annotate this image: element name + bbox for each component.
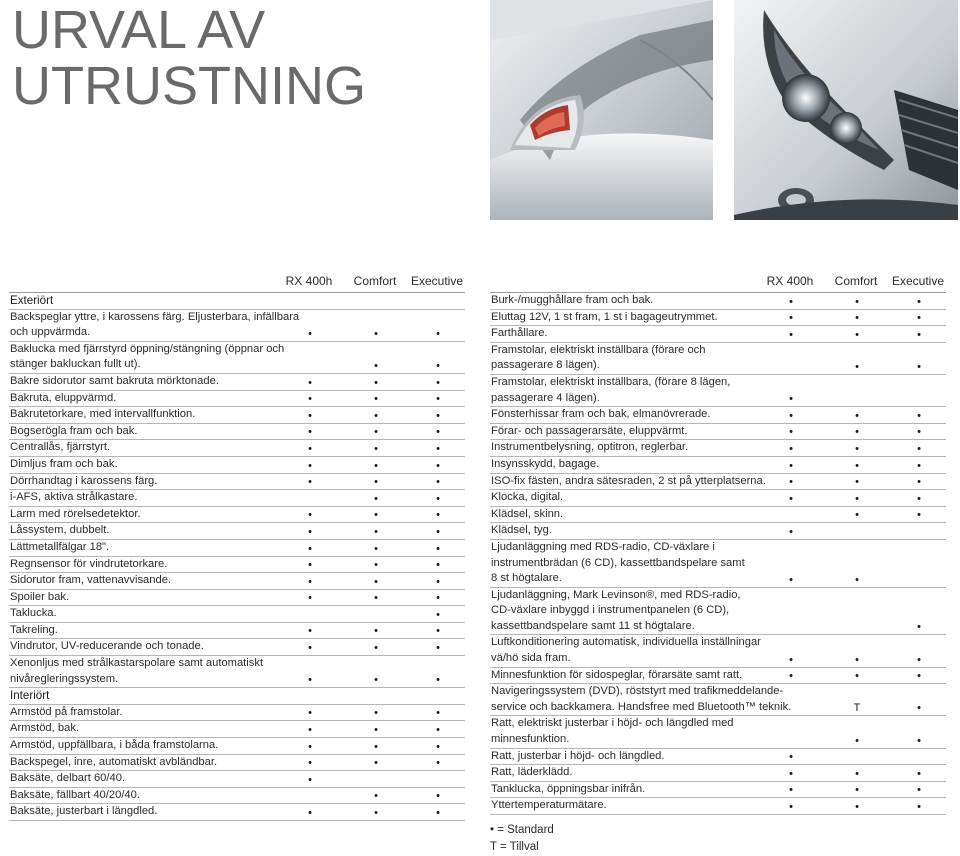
cell-rx400h: • bbox=[789, 426, 793, 439]
row-label: Bakre sidorutor samt bakruta mörktonade. bbox=[10, 374, 219, 387]
cell-rx400h: • bbox=[308, 409, 312, 422]
cell-rx400h: • bbox=[308, 625, 312, 638]
table-row bbox=[9, 310, 465, 342]
left-equipment-table bbox=[9, 274, 465, 821]
table-row bbox=[490, 457, 946, 474]
car-headlight-photo bbox=[734, 0, 958, 220]
cell-rx400h: • bbox=[789, 751, 793, 764]
row-label: Lättmetallfälgar 18". bbox=[10, 540, 110, 553]
table-row bbox=[490, 407, 946, 424]
cell-executive: • bbox=[436, 625, 440, 638]
cell-rx400h: • bbox=[308, 376, 312, 389]
row-label: Ratt, läderklädd. bbox=[491, 766, 573, 779]
cell-rx400h: • bbox=[308, 773, 312, 786]
cell-rx400h: • bbox=[789, 573, 793, 586]
table-row bbox=[9, 474, 465, 491]
left-table-header bbox=[9, 274, 465, 290]
table-row bbox=[490, 749, 946, 766]
right-table-header bbox=[490, 274, 946, 290]
cell-rx400h: • bbox=[308, 724, 312, 737]
column-header-rx400h: RX 400h bbox=[766, 274, 814, 288]
row-label: Backspegel, inre, automatiskt avbländbar. bbox=[10, 755, 218, 768]
cell-comfort: • bbox=[374, 376, 378, 389]
table-row bbox=[490, 716, 946, 748]
row-label: Baklucka med fjärrstyrd öppning/stängning (öppnar och bbox=[10, 342, 285, 355]
row-label: CD-växlare inbyggd i instrumentpanelen (6 CD), bbox=[491, 604, 730, 617]
cell-comfort: • bbox=[374, 442, 378, 455]
table-row bbox=[9, 656, 465, 688]
cell-comfort: • bbox=[855, 360, 859, 373]
cell-comfort: • bbox=[374, 740, 378, 753]
cell-rx400h: • bbox=[789, 393, 793, 406]
cell-comfort: • bbox=[374, 592, 378, 605]
row-label: Baksäte, delbart 60/40. bbox=[10, 772, 126, 785]
cell-comfort: • bbox=[374, 707, 378, 720]
row-label: Regnsensor för vindrutetorkare. bbox=[10, 557, 168, 570]
table-row bbox=[9, 540, 465, 557]
cell-comfort: • bbox=[374, 807, 378, 819]
cell-executive: • bbox=[436, 807, 440, 819]
row-label: service och backkamera. Handsfree med Bluetooth™ teknik. bbox=[491, 700, 792, 713]
cell-comfort: • bbox=[855, 573, 859, 586]
cell-executive: • bbox=[436, 393, 440, 406]
cell-rx400h: • bbox=[789, 653, 793, 666]
section-header-row bbox=[9, 293, 465, 310]
row-label: Taklucka. bbox=[10, 607, 57, 620]
cell-comfort: • bbox=[374, 642, 378, 655]
table-row bbox=[9, 623, 465, 640]
table-row bbox=[9, 407, 465, 424]
row-label: Interiört bbox=[10, 689, 50, 703]
cell-comfort: • bbox=[374, 575, 378, 588]
row-label: i-AFS, aktiva strålkastare. bbox=[10, 491, 138, 504]
row-label: Klocka, digital. bbox=[491, 491, 564, 504]
table-row bbox=[490, 474, 946, 491]
table-row bbox=[490, 684, 946, 716]
cell-rx400h: • bbox=[308, 442, 312, 455]
table-row bbox=[490, 782, 946, 799]
row-label: Takreling. bbox=[10, 623, 58, 636]
row-label: Minnesfunktion för sidospeglar, förarsäte samt ratt. bbox=[491, 668, 743, 681]
cell-executive: • bbox=[917, 409, 921, 422]
table-row bbox=[490, 293, 946, 310]
page-title-line-2: UTRUSTNING bbox=[12, 56, 366, 116]
row-label: Dörrhandtag i karossens färg. bbox=[10, 474, 158, 487]
row-label: Luftkonditionering automatisk, individuella inställningar bbox=[491, 636, 761, 649]
cell-executive: • bbox=[436, 459, 440, 472]
cell-executive: • bbox=[917, 734, 921, 747]
cell-rx400h: • bbox=[789, 459, 793, 472]
cell-executive: • bbox=[917, 621, 921, 634]
row-label: Baksäte, justerbart i längdled. bbox=[10, 805, 158, 818]
table-row bbox=[9, 590, 465, 607]
cell-rx400h: • bbox=[308, 559, 312, 572]
table-row bbox=[490, 523, 946, 540]
column-header-comfort: Comfort bbox=[353, 274, 397, 288]
cell-executive: • bbox=[917, 476, 921, 489]
row-label: Armstöd på framstolar. bbox=[10, 705, 123, 718]
left-table-rows bbox=[9, 292, 465, 821]
cell-executive: • bbox=[917, 509, 921, 522]
cell-comfort: • bbox=[374, 674, 378, 687]
row-label: ISO-fix fästen, andra sätesraden, 2 st på ytterplatserna. bbox=[491, 474, 766, 487]
right-equipment-table bbox=[490, 274, 946, 815]
column-header-executive: Executive bbox=[891, 274, 945, 288]
row-label: Farthållare. bbox=[491, 327, 548, 340]
cell-comfort: • bbox=[374, 327, 378, 340]
table-row bbox=[9, 573, 465, 590]
table-row bbox=[9, 606, 465, 623]
cell-rx400h: • bbox=[308, 575, 312, 588]
table-row bbox=[490, 326, 946, 343]
cell-comfort: • bbox=[374, 492, 378, 505]
table-row bbox=[9, 755, 465, 772]
cell-rx400h: • bbox=[308, 642, 312, 655]
table-row bbox=[490, 635, 946, 667]
table-row bbox=[9, 639, 465, 656]
cell-rx400h: • bbox=[308, 757, 312, 770]
table-row bbox=[490, 490, 946, 507]
row-label: Navigeringssystem (DVD), röststyrt med trafikmeddelande- bbox=[491, 685, 784, 698]
table-row bbox=[9, 374, 465, 391]
row-label: Ljudanläggning med RDS-radio, CD-växlare i bbox=[491, 540, 715, 553]
cell-comfort: • bbox=[855, 328, 859, 341]
row-label: Bakrutetorkare, med intervallfunktion. bbox=[10, 408, 196, 421]
cell-rx400h: • bbox=[308, 542, 312, 555]
cell-rx400h: • bbox=[308, 476, 312, 489]
cell-comfort: • bbox=[855, 492, 859, 505]
cell-executive: • bbox=[917, 492, 921, 505]
table-row bbox=[9, 721, 465, 738]
section-header-row bbox=[9, 688, 465, 705]
page-title-line-1: URVAL AV bbox=[12, 0, 266, 60]
row-label: Insynsskydd, bagage. bbox=[491, 457, 600, 470]
column-header-executive: Executive bbox=[410, 274, 464, 288]
legend-standard: • = Standard bbox=[490, 824, 554, 836]
cell-rx400h: • bbox=[789, 295, 793, 308]
row-label: 8 st högtalare. bbox=[491, 572, 562, 585]
table-row bbox=[9, 457, 465, 474]
cell-executive: • bbox=[917, 360, 921, 373]
cell-comfort: T bbox=[853, 702, 861, 715]
row-label: minnesfunktion. bbox=[491, 733, 570, 746]
cell-executive: • bbox=[917, 426, 921, 439]
cell-comfort: • bbox=[855, 670, 859, 683]
row-label: Framstolar, elektriskt inställbara (förare och bbox=[491, 343, 706, 356]
row-label: och uppvärmda. bbox=[10, 326, 91, 339]
cell-comfort: • bbox=[855, 295, 859, 308]
row-label: Fönsterhissar fram och bak, elmanövrerade. bbox=[491, 408, 711, 421]
cell-comfort: • bbox=[855, 653, 859, 666]
cell-executive: • bbox=[436, 542, 440, 555]
table-row bbox=[490, 343, 946, 375]
cell-comfort: • bbox=[855, 767, 859, 780]
cell-rx400h: • bbox=[789, 328, 793, 341]
table-row bbox=[9, 788, 465, 805]
cell-executive: • bbox=[436, 559, 440, 572]
row-label: Bakruta, eluppvärmd. bbox=[10, 391, 117, 404]
cell-executive: • bbox=[436, 724, 440, 737]
table-row bbox=[490, 588, 946, 636]
row-label: instrumentbrädan (6 CD), kassettbandspelare samt bbox=[491, 556, 745, 569]
legend bbox=[490, 822, 554, 856]
table-row bbox=[490, 798, 946, 815]
table-row bbox=[490, 507, 946, 524]
row-label: Yttertemperaturmätare. bbox=[491, 799, 607, 812]
cell-executive: • bbox=[917, 801, 921, 813]
row-label: Ljudanläggning, Mark Levinson®, med RDS-radio, bbox=[491, 588, 741, 601]
table-row bbox=[9, 342, 465, 374]
cell-rx400h: • bbox=[308, 459, 312, 472]
row-label: vä/hö sida fram. bbox=[491, 652, 571, 665]
table-row bbox=[9, 490, 465, 507]
table-row bbox=[9, 523, 465, 540]
row-label: passagerare 4 lägen). bbox=[491, 391, 600, 404]
table-row bbox=[490, 540, 946, 588]
cell-executive: • bbox=[917, 459, 921, 472]
cell-comfort: • bbox=[855, 459, 859, 472]
row-label: Låssystem, dubbelt. bbox=[10, 524, 110, 537]
cell-comfort: • bbox=[855, 312, 859, 325]
table-row bbox=[490, 668, 946, 685]
row-label: Spoiler bak. bbox=[10, 590, 70, 603]
cell-comfort: • bbox=[855, 801, 859, 813]
table-row bbox=[490, 765, 946, 782]
cell-executive: • bbox=[917, 702, 921, 715]
cell-rx400h: • bbox=[789, 801, 793, 813]
page-title bbox=[12, 2, 366, 114]
table-row bbox=[490, 375, 946, 407]
cell-rx400h: • bbox=[789, 767, 793, 780]
cell-executive: • bbox=[436, 327, 440, 340]
cell-executive: • bbox=[917, 653, 921, 666]
row-label: Dimljus fram och bak. bbox=[10, 457, 118, 470]
row-label: Ratt, elektriskt justerbar i höjd- och längdled med bbox=[491, 717, 734, 730]
cell-comfort: • bbox=[374, 625, 378, 638]
cell-comfort: • bbox=[855, 509, 859, 522]
column-header-rx400h: RX 400h bbox=[285, 274, 333, 288]
row-label: Sidorutor fram, vattenavvisande. bbox=[10, 574, 172, 587]
cell-rx400h: • bbox=[308, 674, 312, 687]
table-row bbox=[9, 440, 465, 457]
cell-comfort: • bbox=[855, 734, 859, 747]
table-row bbox=[9, 804, 465, 821]
row-label: Exteriört bbox=[10, 294, 54, 307]
table-row bbox=[490, 424, 946, 441]
cell-comfort: • bbox=[374, 542, 378, 555]
cell-executive: • bbox=[436, 790, 440, 803]
cell-executive: • bbox=[436, 575, 440, 588]
cell-executive: • bbox=[917, 295, 921, 308]
cell-rx400h: • bbox=[789, 670, 793, 683]
legend-option: T = Tillval bbox=[490, 841, 539, 853]
row-label: Baksäte, fällbart 40/20/40. bbox=[10, 788, 140, 801]
cell-rx400h: • bbox=[308, 525, 312, 538]
row-label: Vindrutor, UV-reducerande och tonade. bbox=[10, 640, 204, 653]
table-row bbox=[9, 557, 465, 574]
car-rear-taillight-photo bbox=[490, 0, 713, 220]
cell-comfort: • bbox=[374, 359, 378, 372]
cell-comfort: • bbox=[374, 724, 378, 737]
cell-rx400h: • bbox=[308, 592, 312, 605]
cell-comfort: • bbox=[855, 426, 859, 439]
cell-comfort: • bbox=[855, 784, 859, 797]
cell-rx400h: • bbox=[308, 509, 312, 522]
table-row bbox=[9, 391, 465, 408]
cell-executive: • bbox=[917, 784, 921, 797]
row-label: Klädsel, skinn. bbox=[491, 507, 564, 520]
cell-executive: • bbox=[436, 674, 440, 687]
row-label: Eluttag 12V, 1 st fram, 1 st i bagageutrymmet. bbox=[491, 310, 718, 323]
row-label: Armstöd, bak. bbox=[10, 722, 80, 735]
cell-comfort: • bbox=[374, 409, 378, 422]
row-label: Tanklucka, öppningsbar inifrån. bbox=[491, 782, 646, 795]
row-label: Centrallås, fjärrstyrt. bbox=[10, 441, 111, 454]
cell-comfort: • bbox=[855, 442, 859, 455]
cell-executive: • bbox=[917, 670, 921, 683]
cell-rx400h: • bbox=[308, 426, 312, 439]
cell-executive: • bbox=[917, 442, 921, 455]
cell-comfort: • bbox=[374, 459, 378, 472]
cell-rx400h: • bbox=[789, 312, 793, 325]
row-label: Backspeglar yttre, i karossens färg. Eljusterbara, infällbara bbox=[10, 310, 300, 323]
cell-comfort: • bbox=[374, 757, 378, 770]
cell-rx400h: • bbox=[308, 807, 312, 819]
table-row bbox=[9, 705, 465, 722]
row-label: Klädsel, tyg. bbox=[491, 524, 552, 537]
cell-rx400h: • bbox=[789, 442, 793, 455]
cell-comfort: • bbox=[374, 790, 378, 803]
cell-rx400h: • bbox=[308, 393, 312, 406]
cell-comfort: • bbox=[374, 525, 378, 538]
cell-comfort: • bbox=[374, 393, 378, 406]
cell-rx400h: • bbox=[308, 707, 312, 720]
cell-executive: • bbox=[436, 707, 440, 720]
cell-rx400h: • bbox=[789, 492, 793, 505]
cell-executive: • bbox=[917, 328, 921, 341]
cell-comfort: • bbox=[374, 559, 378, 572]
table-row bbox=[490, 310, 946, 327]
cell-executive: • bbox=[436, 642, 440, 655]
cell-rx400h: • bbox=[789, 784, 793, 797]
table-row bbox=[9, 738, 465, 755]
table-row bbox=[490, 440, 946, 457]
cell-comfort: • bbox=[374, 426, 378, 439]
cell-comfort: • bbox=[855, 476, 859, 489]
cell-executive: • bbox=[436, 509, 440, 522]
cell-executive: • bbox=[436, 592, 440, 605]
row-label: Bogserögla fram och bak. bbox=[10, 424, 138, 437]
row-label: Xenonljus med strålkastarspolare samt automatiskt bbox=[10, 657, 264, 670]
cell-executive: • bbox=[436, 740, 440, 753]
cell-executive: • bbox=[436, 608, 440, 621]
cell-executive: • bbox=[436, 426, 440, 439]
cell-comfort: • bbox=[374, 509, 378, 522]
cell-executive: • bbox=[436, 476, 440, 489]
row-label: stänger bakluckan fullt ut). bbox=[10, 358, 141, 371]
cell-executive: • bbox=[917, 767, 921, 780]
row-label: nivåregleringssystem. bbox=[10, 672, 119, 685]
row-label: Förar- och passagerarsäte, eluppvärmt. bbox=[491, 424, 688, 437]
row-label: Burk-/mugghållare fram och bak. bbox=[491, 294, 654, 306]
table-row bbox=[9, 771, 465, 788]
column-header-comfort: Comfort bbox=[834, 274, 878, 288]
row-label: Larm med rörelsedetektor. bbox=[10, 507, 141, 520]
cell-executive: • bbox=[436, 376, 440, 389]
cell-rx400h: • bbox=[308, 740, 312, 753]
cell-comfort: • bbox=[855, 409, 859, 422]
cell-executive: • bbox=[436, 525, 440, 538]
row-label: Framstolar, elektriskt inställbara, (förare 8 lägen, bbox=[491, 375, 731, 388]
row-label: Armstöd, uppfällbara, i båda framstolarna. bbox=[10, 739, 219, 752]
cell-rx400h: • bbox=[789, 476, 793, 489]
cell-executive: • bbox=[917, 312, 921, 325]
row-label: passagerare 8 lägen). bbox=[491, 359, 600, 372]
row-label: Instrumentbelysning, optitron, reglerbar. bbox=[491, 441, 689, 454]
table-row bbox=[9, 507, 465, 524]
table-row bbox=[9, 424, 465, 441]
cell-executive: • bbox=[436, 442, 440, 455]
cell-executive: • bbox=[436, 359, 440, 372]
cell-executive: • bbox=[436, 757, 440, 770]
row-label: Ratt, justerbar i höjd- och längdled. bbox=[491, 749, 665, 762]
right-table-rows bbox=[490, 292, 946, 815]
cell-executive: • bbox=[436, 492, 440, 505]
cell-rx400h: • bbox=[789, 409, 793, 422]
cell-rx400h: • bbox=[789, 525, 793, 538]
row-label: kassettbandspelare samt 11 st högtalare. bbox=[491, 619, 695, 632]
cell-rx400h: • bbox=[308, 327, 312, 340]
cell-executive: • bbox=[436, 409, 440, 422]
cell-comfort: • bbox=[374, 476, 378, 489]
